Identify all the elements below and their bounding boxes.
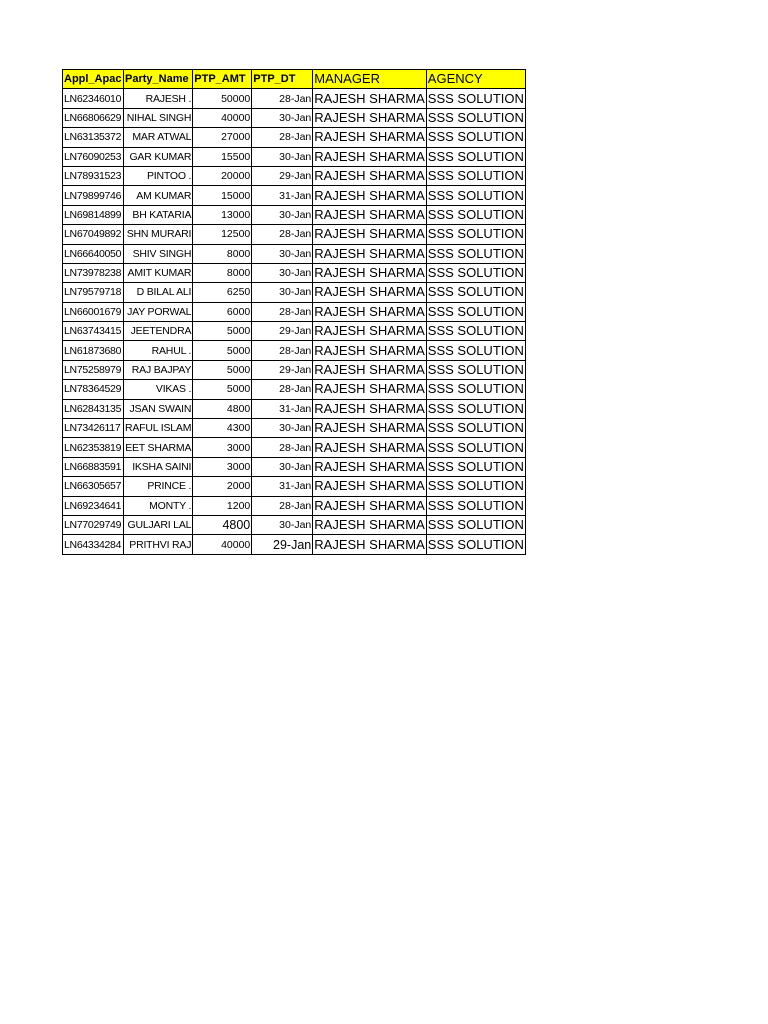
cell-ptp-dt: 28-Jan xyxy=(252,496,313,515)
cell-ptp-dt: 28-Jan xyxy=(252,380,313,399)
cell-agency: SSS SOLUTION xyxy=(426,341,525,360)
cell-ptp-amt: 5000 xyxy=(193,322,252,341)
cell-ptp-amt: 15500 xyxy=(193,147,252,166)
cell-agency: SSS SOLUTION xyxy=(426,128,525,147)
cell-ptp-dt: 31-Jan xyxy=(252,399,313,418)
cell-manager: RAJESH SHARMA xyxy=(313,186,427,205)
cell-appl-apac: LN73978238 xyxy=(63,263,124,282)
cell-appl-apac: LN67049892 xyxy=(63,225,124,244)
cell-ptp-amt: 8000 xyxy=(193,244,252,263)
cell-appl-apac: LN69814899 xyxy=(63,205,124,224)
cell-appl-apac: LN75258979 xyxy=(63,360,124,379)
cell-ptp-amt: 2000 xyxy=(193,477,252,496)
cell-appl-apac: LN66001679 xyxy=(63,302,124,321)
cell-ptp-amt: 8000 xyxy=(193,263,252,282)
cell-party-name: PRINCE . xyxy=(124,477,193,496)
header-agency: AGENCY xyxy=(426,70,525,89)
cell-appl-apac: LN76090253 xyxy=(63,147,124,166)
cell-party-name: NIHAL SINGH xyxy=(124,108,193,127)
cell-ptp-dt: 28-Jan xyxy=(252,225,313,244)
cell-agency: SSS SOLUTION xyxy=(426,147,525,166)
cell-manager: RAJESH SHARMA xyxy=(313,399,427,418)
header-ptp-amt: PTP_AMT xyxy=(193,70,252,89)
cell-ptp-dt: 30-Jan xyxy=(252,263,313,282)
cell-party-name: JAY PORWAL xyxy=(124,302,193,321)
header-party-name: Party_Name xyxy=(124,70,193,89)
cell-party-name: VIKAS . xyxy=(124,380,193,399)
cell-party-name: RAHUL . xyxy=(124,341,193,360)
cell-manager: RAJESH SHARMA xyxy=(313,360,427,379)
cell-manager: RAJESH SHARMA xyxy=(313,419,427,438)
cell-party-name: AM KUMAR xyxy=(124,186,193,205)
cell-ptp-amt: 4800 xyxy=(193,515,252,534)
cell-party-name: MONTY . xyxy=(124,496,193,515)
cell-manager: RAJESH SHARMA xyxy=(313,147,427,166)
cell-appl-apac: LN63743415 xyxy=(63,322,124,341)
cell-party-name: RAFUL ISLAM xyxy=(124,419,193,438)
cell-agency: SSS SOLUTION xyxy=(426,322,525,341)
cell-ptp-amt: 50000 xyxy=(193,89,252,108)
cell-manager: RAJESH SHARMA xyxy=(313,244,427,263)
cell-party-name: PINTOO . xyxy=(124,166,193,185)
cell-manager: RAJESH SHARMA xyxy=(313,263,427,282)
cell-agency: SSS SOLUTION xyxy=(426,205,525,224)
cell-appl-apac: LN66883591 xyxy=(63,457,124,476)
cell-party-name: RAJESH . xyxy=(124,89,193,108)
cell-ptp-amt: 27000 xyxy=(193,128,252,147)
cell-appl-apac: LN66305657 xyxy=(63,477,124,496)
table-row xyxy=(63,535,526,554)
table-row xyxy=(63,322,526,341)
cell-party-name: IKSHA SAINI xyxy=(124,457,193,476)
cell-appl-apac: LN79899746 xyxy=(63,186,124,205)
table-row xyxy=(63,283,526,302)
cell-agency: SSS SOLUTION xyxy=(426,360,525,379)
cell-agency: SSS SOLUTION xyxy=(426,263,525,282)
table-row xyxy=(63,496,526,515)
cell-ptp-dt: 29-Jan xyxy=(252,360,313,379)
cell-ptp-amt: 5000 xyxy=(193,380,252,399)
cell-manager: RAJESH SHARMA xyxy=(313,477,427,496)
cell-manager: RAJESH SHARMA xyxy=(313,322,427,341)
cell-manager: RAJESH SHARMA xyxy=(313,89,427,108)
cell-ptp-amt: 15000 xyxy=(193,186,252,205)
cell-ptp-dt: 30-Jan xyxy=(252,419,313,438)
cell-manager: RAJESH SHARMA xyxy=(313,166,427,185)
cell-party-name: JSAN SWAIN xyxy=(124,399,193,418)
table-row xyxy=(63,457,526,476)
cell-ptp-dt: 29-Jan xyxy=(252,166,313,185)
cell-appl-apac: LN78364529 xyxy=(63,380,124,399)
table-row xyxy=(63,263,526,282)
cell-agency: SSS SOLUTION xyxy=(426,419,525,438)
cell-agency: SSS SOLUTION xyxy=(426,380,525,399)
cell-party-name: JEETENDRA xyxy=(124,322,193,341)
cell-ptp-amt: 1200 xyxy=(193,496,252,515)
cell-manager: RAJESH SHARMA xyxy=(313,535,427,554)
table-row xyxy=(63,360,526,379)
table-row xyxy=(63,166,526,185)
cell-ptp-dt: 30-Jan xyxy=(252,515,313,534)
cell-ptp-dt: 30-Jan xyxy=(252,205,313,224)
cell-ptp-amt: 13000 xyxy=(193,205,252,224)
cell-ptp-dt: 28-Jan xyxy=(252,302,313,321)
cell-appl-apac: LN66806629 xyxy=(63,108,124,127)
cell-ptp-dt: 30-Jan xyxy=(252,108,313,127)
cell-party-name: MAR ATWAL xyxy=(124,128,193,147)
cell-ptp-amt: 3000 xyxy=(193,457,252,476)
table-row xyxy=(63,438,526,457)
table-row xyxy=(63,399,526,418)
cell-agency: SSS SOLUTION xyxy=(426,515,525,534)
cell-ptp-amt: 6250 xyxy=(193,283,252,302)
cell-ptp-amt: 5000 xyxy=(193,360,252,379)
cell-agency: SSS SOLUTION xyxy=(426,89,525,108)
table-row xyxy=(63,477,526,496)
cell-agency: SSS SOLUTION xyxy=(426,283,525,302)
cell-party-name: EET SHARMA xyxy=(124,438,193,457)
table-row xyxy=(63,205,526,224)
table-row xyxy=(63,108,526,127)
cell-ptp-amt: 40000 xyxy=(193,535,252,554)
cell-agency: SSS SOLUTION xyxy=(426,186,525,205)
cell-agency: SSS SOLUTION xyxy=(426,496,525,515)
header-manager: MANAGER xyxy=(313,70,427,89)
cell-appl-apac: LN64334284 xyxy=(63,535,124,554)
cell-appl-apac: LN78931523 xyxy=(63,166,124,185)
cell-ptp-amt: 20000 xyxy=(193,166,252,185)
cell-manager: RAJESH SHARMA xyxy=(313,128,427,147)
cell-appl-apac: LN77029749 xyxy=(63,515,124,534)
cell-manager: RAJESH SHARMA xyxy=(313,515,427,534)
cell-party-name: SHN MURARI xyxy=(124,225,193,244)
cell-ptp-dt: 30-Jan xyxy=(252,457,313,476)
cell-agency: SSS SOLUTION xyxy=(426,108,525,127)
cell-ptp-dt: 29-Jan xyxy=(252,535,313,554)
cell-party-name: RAJ BAJPAY xyxy=(124,360,193,379)
table-row xyxy=(63,89,526,108)
ptp-table xyxy=(62,69,526,555)
table-row xyxy=(63,128,526,147)
cell-appl-apac: LN61873680 xyxy=(63,341,124,360)
cell-appl-apac: LN69234641 xyxy=(63,496,124,515)
header-row xyxy=(63,70,526,89)
cell-ptp-amt: 3000 xyxy=(193,438,252,457)
cell-ptp-amt: 40000 xyxy=(193,108,252,127)
cell-party-name: D BILAL ALI xyxy=(124,283,193,302)
cell-ptp-dt: 29-Jan xyxy=(252,322,313,341)
cell-ptp-amt: 4800 xyxy=(193,399,252,418)
cell-manager: RAJESH SHARMA xyxy=(313,341,427,360)
cell-ptp-dt: 30-Jan xyxy=(252,244,313,263)
cell-ptp-dt: 28-Jan xyxy=(252,341,313,360)
cell-party-name: AMIT KUMAR xyxy=(124,263,193,282)
cell-agency: SSS SOLUTION xyxy=(426,457,525,476)
table-row xyxy=(63,147,526,166)
cell-agency: SSS SOLUTION xyxy=(426,535,525,554)
cell-agency: SSS SOLUTION xyxy=(426,399,525,418)
cell-agency: SSS SOLUTION xyxy=(426,244,525,263)
cell-manager: RAJESH SHARMA xyxy=(313,457,427,476)
cell-agency: SSS SOLUTION xyxy=(426,438,525,457)
cell-agency: SSS SOLUTION xyxy=(426,225,525,244)
table-row xyxy=(63,515,526,534)
cell-ptp-dt: 30-Jan xyxy=(252,147,313,166)
header-appl-apac: Appl_Apac xyxy=(63,70,124,89)
cell-party-name: SHIV SINGH xyxy=(124,244,193,263)
cell-ptp-amt: 6000 xyxy=(193,302,252,321)
cell-ptp-amt: 12500 xyxy=(193,225,252,244)
table-row xyxy=(63,380,526,399)
table-body xyxy=(63,89,526,554)
cell-ptp-dt: 31-Jan xyxy=(252,477,313,496)
cell-party-name: GULJARI LAL xyxy=(124,515,193,534)
cell-ptp-dt: 30-Jan xyxy=(252,283,313,302)
cell-appl-apac: LN66640050 xyxy=(63,244,124,263)
cell-appl-apac: LN79579718 xyxy=(63,283,124,302)
cell-ptp-amt: 5000 xyxy=(193,341,252,360)
cell-ptp-amt: 4300 xyxy=(193,419,252,438)
cell-manager: RAJESH SHARMA xyxy=(313,205,427,224)
cell-ptp-dt: 28-Jan xyxy=(252,438,313,457)
table-row xyxy=(63,302,526,321)
cell-party-name: PRITHVI RAJ xyxy=(124,535,193,554)
cell-party-name: BH KATARIA xyxy=(124,205,193,224)
header-ptp-dt: PTP_DT xyxy=(252,70,313,89)
table-row xyxy=(63,244,526,263)
cell-party-name: GAR KUMAR xyxy=(124,147,193,166)
cell-appl-apac: LN62346010 xyxy=(63,89,124,108)
cell-manager: RAJESH SHARMA xyxy=(313,225,427,244)
table-row xyxy=(63,186,526,205)
table-row xyxy=(63,225,526,244)
cell-manager: RAJESH SHARMA xyxy=(313,302,427,321)
cell-manager: RAJESH SHARMA xyxy=(313,438,427,457)
cell-agency: SSS SOLUTION xyxy=(426,302,525,321)
cell-manager: RAJESH SHARMA xyxy=(313,283,427,302)
cell-ptp-dt: 31-Jan xyxy=(252,186,313,205)
cell-ptp-dt: 28-Jan xyxy=(252,128,313,147)
cell-agency: SSS SOLUTION xyxy=(426,477,525,496)
cell-appl-apac: LN73426117 xyxy=(63,419,124,438)
cell-manager: RAJESH SHARMA xyxy=(313,108,427,127)
cell-appl-apac: LN62353819 xyxy=(63,438,124,457)
table-row xyxy=(63,419,526,438)
cell-manager: RAJESH SHARMA xyxy=(313,496,427,515)
cell-appl-apac: LN63135372 xyxy=(63,128,124,147)
table-row xyxy=(63,341,526,360)
cell-ptp-dt: 28-Jan xyxy=(252,89,313,108)
cell-agency: SSS SOLUTION xyxy=(426,166,525,185)
cell-appl-apac: LN62843135 xyxy=(63,399,124,418)
cell-manager: RAJESH SHARMA xyxy=(313,380,427,399)
